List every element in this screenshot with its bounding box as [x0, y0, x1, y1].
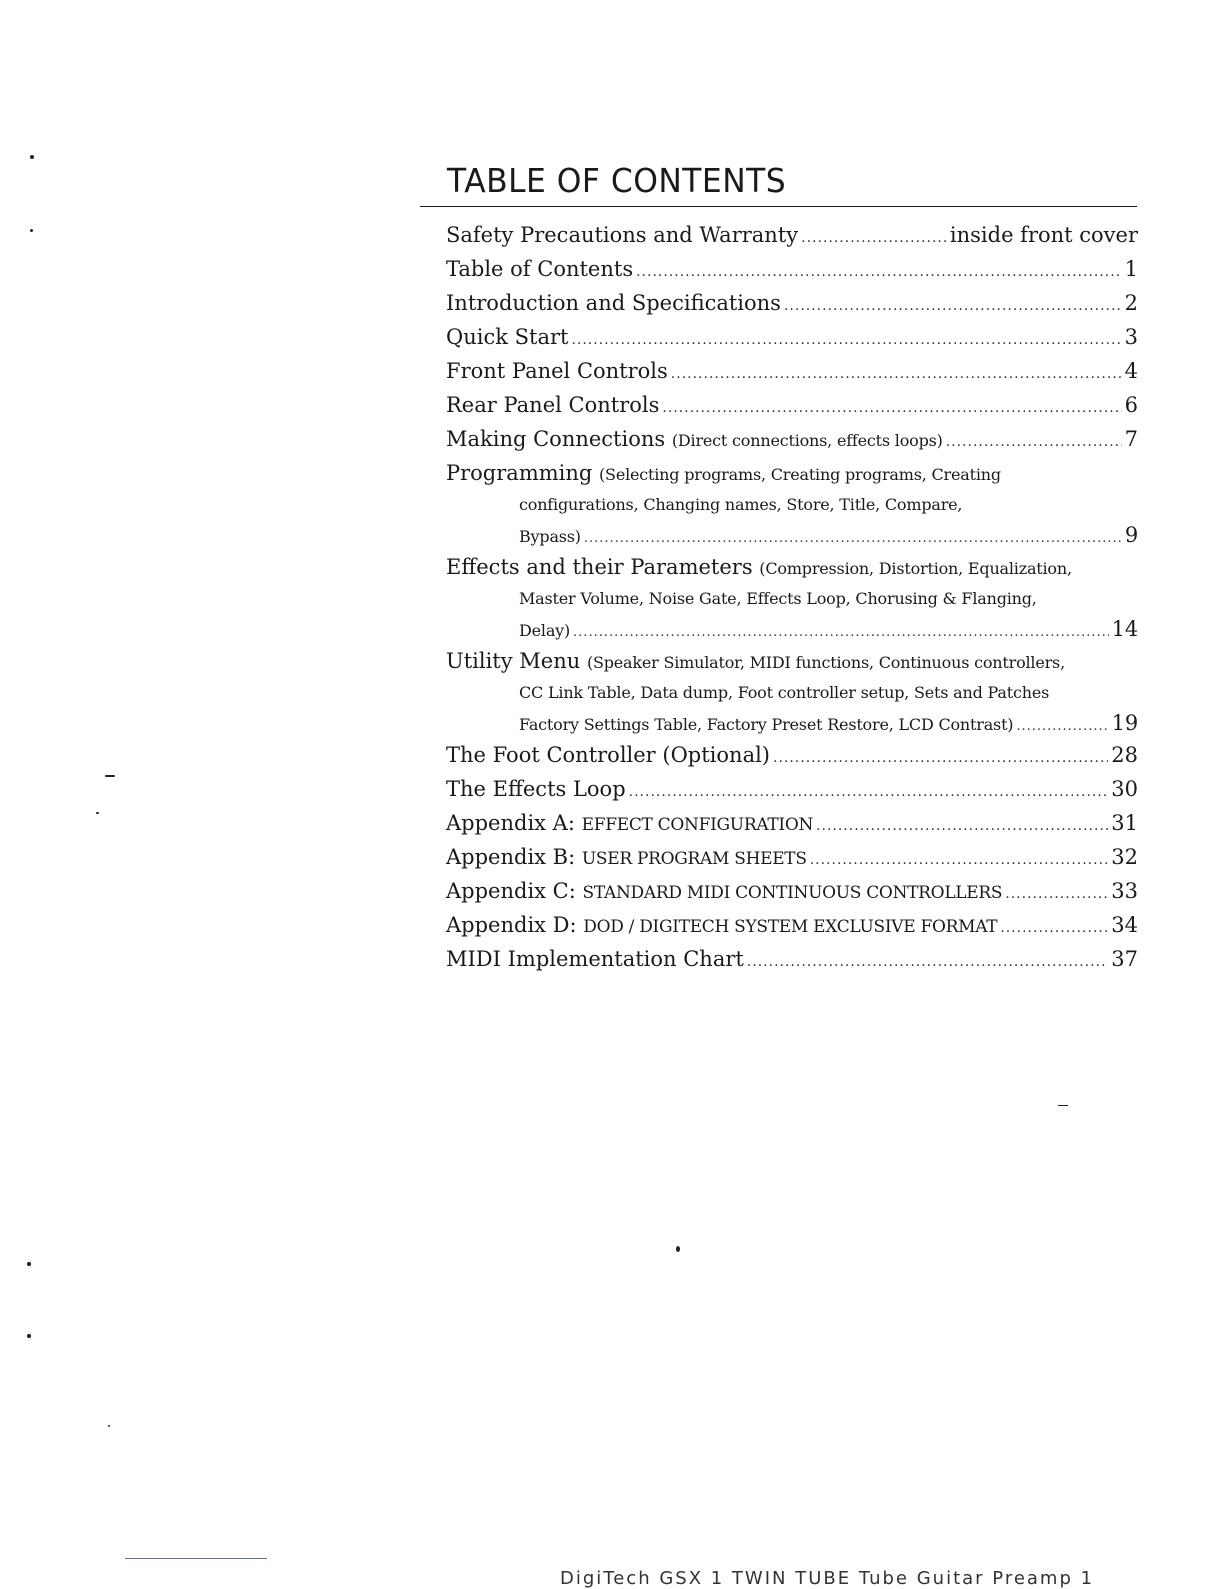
- toc-entry-subtopics: (Selecting programs, Creating programs, Creating: [599, 465, 1001, 484]
- toc-entry: [446, 738, 1138, 772]
- toc-entry-page: 3: [1124, 325, 1138, 349]
- dot-leader: [1016, 712, 1108, 742]
- toc-entry-name: MIDI Implementation Chart: [446, 947, 744, 971]
- toc-entry: [446, 354, 1138, 388]
- toc-entry: [446, 252, 1138, 286]
- toc-entry-name: Making Connections: [446, 427, 666, 451]
- toc-entry-continuation: [446, 678, 1138, 708]
- toc-entry-continuation: [446, 708, 1138, 738]
- toc-entry: [446, 456, 1138, 490]
- toc-entry-page: 32: [1111, 845, 1138, 869]
- toc-entry: [446, 388, 1138, 422]
- scan-speck: [30, 229, 33, 232]
- toc-entry-subtopics: Bypass): [519, 527, 581, 546]
- scan-speck: [108, 1425, 110, 1427]
- toc-entry-name: Programming: [446, 461, 593, 485]
- toc-entry: [446, 218, 1138, 252]
- dot-leader: [801, 221, 947, 255]
- toc-entry-page: 37: [1111, 947, 1138, 971]
- toc-entry-subtopics: (Compression, Distortion, Equalization,: [759, 559, 1072, 578]
- toc-entry: [446, 772, 1138, 806]
- dot-leader: [816, 809, 1108, 843]
- toc-entry-continuation: [446, 614, 1138, 644]
- toc-entry: [446, 840, 1138, 874]
- page-footer: DigiTech GSX 1 TWIN TUBE Tube Guitar Preamp 1: [560, 1568, 1095, 1589]
- toc-entry-name: Effects and their Parameters: [446, 555, 753, 579]
- toc-entry-page: 9: [1124, 523, 1138, 547]
- toc-entry-name: The Effects Loop: [446, 777, 626, 801]
- toc-entry-subtopics: (Direct connections, effects loops): [671, 431, 943, 450]
- toc-entry-name: Utility Menu: [446, 649, 581, 673]
- scan-speck: [27, 1334, 31, 1338]
- toc-entry: [446, 908, 1138, 942]
- toc-entry: [446, 942, 1138, 976]
- toc-entry-appendix-title: USER PROGRAM SHEETS: [581, 849, 807, 869]
- dot-leader: [773, 741, 1108, 775]
- toc-entry-name: The Foot Controller (Optional): [446, 743, 770, 767]
- page-title: TABLE OF CONTENTS: [447, 161, 787, 200]
- dot-leader: [671, 357, 1122, 391]
- dot-leader: [571, 323, 1121, 357]
- dot-leader: [1000, 911, 1108, 945]
- toc-entry-name: Front Panel Controls: [446, 359, 668, 383]
- toc-entry-page: 30: [1111, 777, 1138, 801]
- toc-entry-name: Appendix A:: [446, 811, 575, 835]
- scan-speck: [1058, 1105, 1068, 1106]
- toc-entry-continuation: [446, 490, 1138, 520]
- dot-leader: [810, 843, 1109, 877]
- toc-entry: [446, 806, 1138, 840]
- toc-entry-appendix-title: DOD / DIGITECH SYSTEM EXCLUSIVE FORMAT: [583, 917, 998, 937]
- toc-entry-appendix-title: EFFECT CONFIGURATION: [581, 815, 814, 835]
- toc-entry-name: Appendix D:: [446, 913, 577, 937]
- toc-entry-name: Safety Precautions and Warranty: [446, 223, 799, 247]
- dot-leader: [747, 945, 1108, 979]
- dot-leader: [662, 391, 1121, 425]
- toc-entry: [446, 550, 1138, 584]
- toc-entry-name: Quick Start: [446, 325, 569, 349]
- toc-entry-name: Introduction and Specifications: [446, 291, 781, 315]
- toc-entry: [446, 422, 1138, 456]
- toc-entry-subtopics: Master Volume, Noise Gate, Effects Loop, Chorusing & Flanging,: [519, 589, 1037, 608]
- toc-entry-continuation: [446, 520, 1138, 550]
- dot-leader: [946, 425, 1122, 459]
- toc-entry-name: Rear Panel Controls: [446, 393, 660, 417]
- toc-entry-name: Table of Contents: [446, 257, 634, 281]
- toc-entry-page: 34: [1111, 913, 1138, 937]
- toc-entry-name: Appendix C:: [446, 879, 576, 903]
- toc-entry-page: 19: [1111, 711, 1138, 735]
- toc-entry: [446, 874, 1138, 908]
- toc-entry-page: 31: [1111, 811, 1138, 835]
- dot-leader: [636, 255, 1122, 289]
- toc-entry-page: 2: [1124, 291, 1138, 315]
- toc-entry-continuation: [446, 584, 1138, 614]
- toc-entry: [446, 286, 1138, 320]
- toc-entry-page: 14: [1111, 617, 1138, 641]
- dot-leader: [784, 289, 1122, 323]
- footer-rule: [125, 1558, 267, 1559]
- toc-entry-page: 33: [1111, 879, 1138, 903]
- toc-entry-subtopics: configurations, Changing names, Store, Title, Compare,: [519, 495, 963, 514]
- dot-leader: [1005, 877, 1108, 911]
- toc-entry-page: 1: [1124, 257, 1138, 281]
- toc-entry-name: Appendix B:: [446, 845, 576, 869]
- toc-entry-subtopics: Factory Settings Table, Factory Preset Restore, LCD Contrast): [519, 715, 1014, 734]
- toc-entry-appendix-title: STANDARD MIDI CONTINUOUS CONTROLLERS: [582, 883, 1003, 903]
- toc-entry: [446, 644, 1138, 678]
- table-of-contents: [446, 218, 1138, 976]
- title-rule: [420, 206, 1137, 208]
- toc-entry-subtopics: CC Link Table, Data dump, Foot controller setup, Sets and Patches: [519, 683, 1050, 702]
- scan-speck: [676, 1246, 680, 1252]
- toc-entry-page: 6: [1124, 393, 1138, 417]
- scan-speck: [105, 775, 115, 777]
- toc-entry-page: 28: [1111, 743, 1138, 767]
- scan-speck: [30, 155, 34, 159]
- toc-entry-subtopics: Delay): [519, 621, 571, 640]
- toc-entry-subtopics: (Speaker Simulator, MIDI functions, Continuous controllers,: [586, 653, 1065, 672]
- scan-speck: [96, 812, 99, 814]
- dot-leader: [629, 775, 1109, 809]
- toc-entry: [446, 320, 1138, 354]
- scan-speck: [27, 1262, 31, 1266]
- toc-entry-page: 7: [1124, 427, 1138, 451]
- toc-entry-page: 4: [1124, 359, 1138, 383]
- toc-entry-page: inside front cover: [949, 223, 1138, 247]
- dot-leader: [573, 618, 1109, 648]
